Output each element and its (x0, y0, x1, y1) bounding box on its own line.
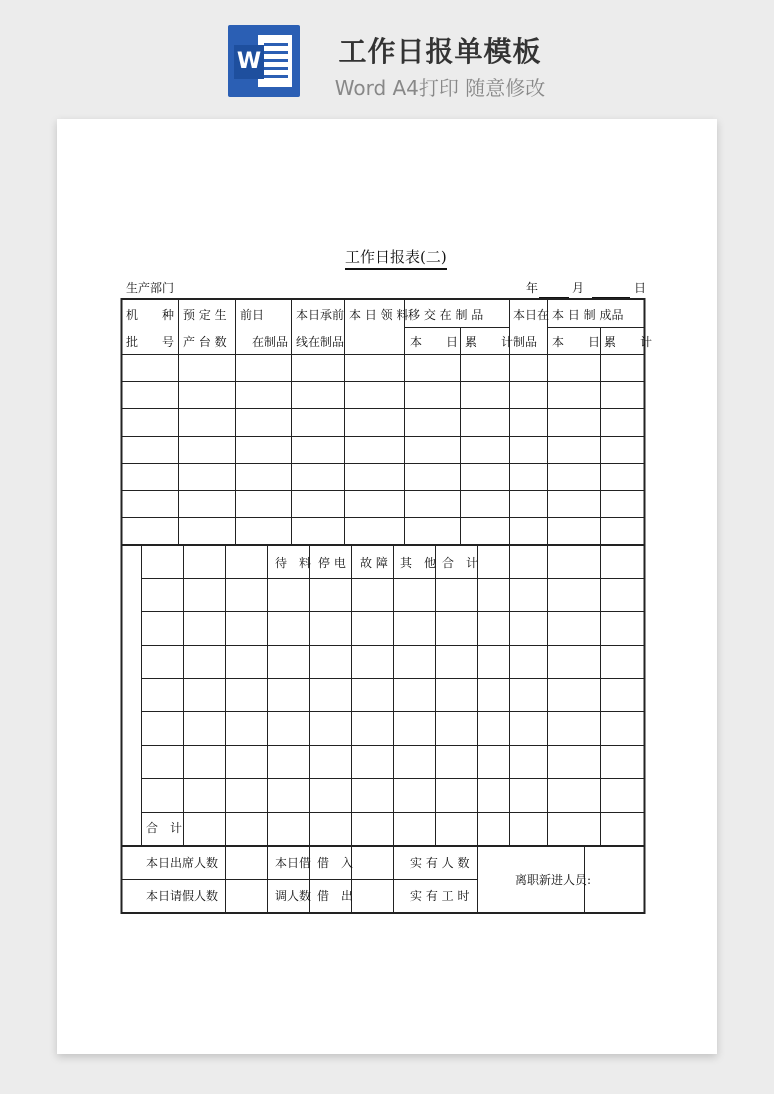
col-accepted-bottom: 线在制品 (296, 335, 345, 349)
col-transfer: 移 交 在 制 品 (408, 308, 484, 322)
attendance-label: 本日出席人数 (146, 856, 219, 870)
page-subtitle: Word A4打印 随意修改 (334, 76, 546, 100)
col-accepted-top: 本日承前 (296, 308, 345, 322)
actual-hours-label: 实 有 工 时 (410, 889, 470, 903)
col-prev-top: 前日 (240, 308, 265, 322)
month-label: 月 (572, 281, 585, 295)
col-prev-bottom: 在制品 (252, 335, 289, 349)
page-title: 工作日报单模板 (338, 35, 542, 68)
total-row-label: 合 计 (146, 821, 183, 835)
dept-label: 生产部门 (126, 281, 175, 295)
col-machine-type: 机 种 (126, 308, 175, 322)
downtime-fault: 故 障 (360, 556, 388, 570)
col-finished: 本 日 制 成品 (552, 308, 624, 322)
col-finished-today: 本 日 (552, 335, 601, 349)
col-transfer-today: 本 日 (410, 335, 459, 349)
col-planned-top: 预 定 生 (183, 308, 227, 322)
year-label: 年 (526, 281, 539, 295)
downtime-other: 其 他 (400, 556, 437, 570)
col-wip-top: 本日在 (513, 308, 550, 322)
downtime-total: 合 计 (442, 556, 479, 570)
leave-label: 本日请假人数 (146, 889, 219, 903)
col-batch-no: 批 号 (126, 335, 175, 349)
borrow-group-label: 本日借 (275, 856, 312, 870)
downtime-outage: 停 电 (318, 556, 346, 570)
col-material: 本 日 领 料 (349, 308, 409, 322)
col-planned-bottom: 产 台 数 (183, 335, 227, 349)
col-transfer-cumulative: 累 计 (465, 335, 514, 349)
downtime-waiting: 待 料 (275, 556, 312, 570)
col-finished-cumulative: 累 计 (604, 335, 653, 349)
actual-people-label: 实 有 人 数 (410, 856, 470, 870)
col-wip-bottom: 制品 (513, 335, 538, 349)
form-title: 工作日报表(二) (345, 246, 447, 270)
day-label: 日 (634, 281, 647, 295)
transfer-group-label: 调人数 (275, 889, 312, 903)
resign-new-label: 离职新进人员: (515, 873, 592, 887)
borrow-in-label: 借 入 (317, 856, 354, 870)
word-letter: W (234, 45, 264, 79)
borrow-out-label: 借 出 (317, 889, 354, 903)
